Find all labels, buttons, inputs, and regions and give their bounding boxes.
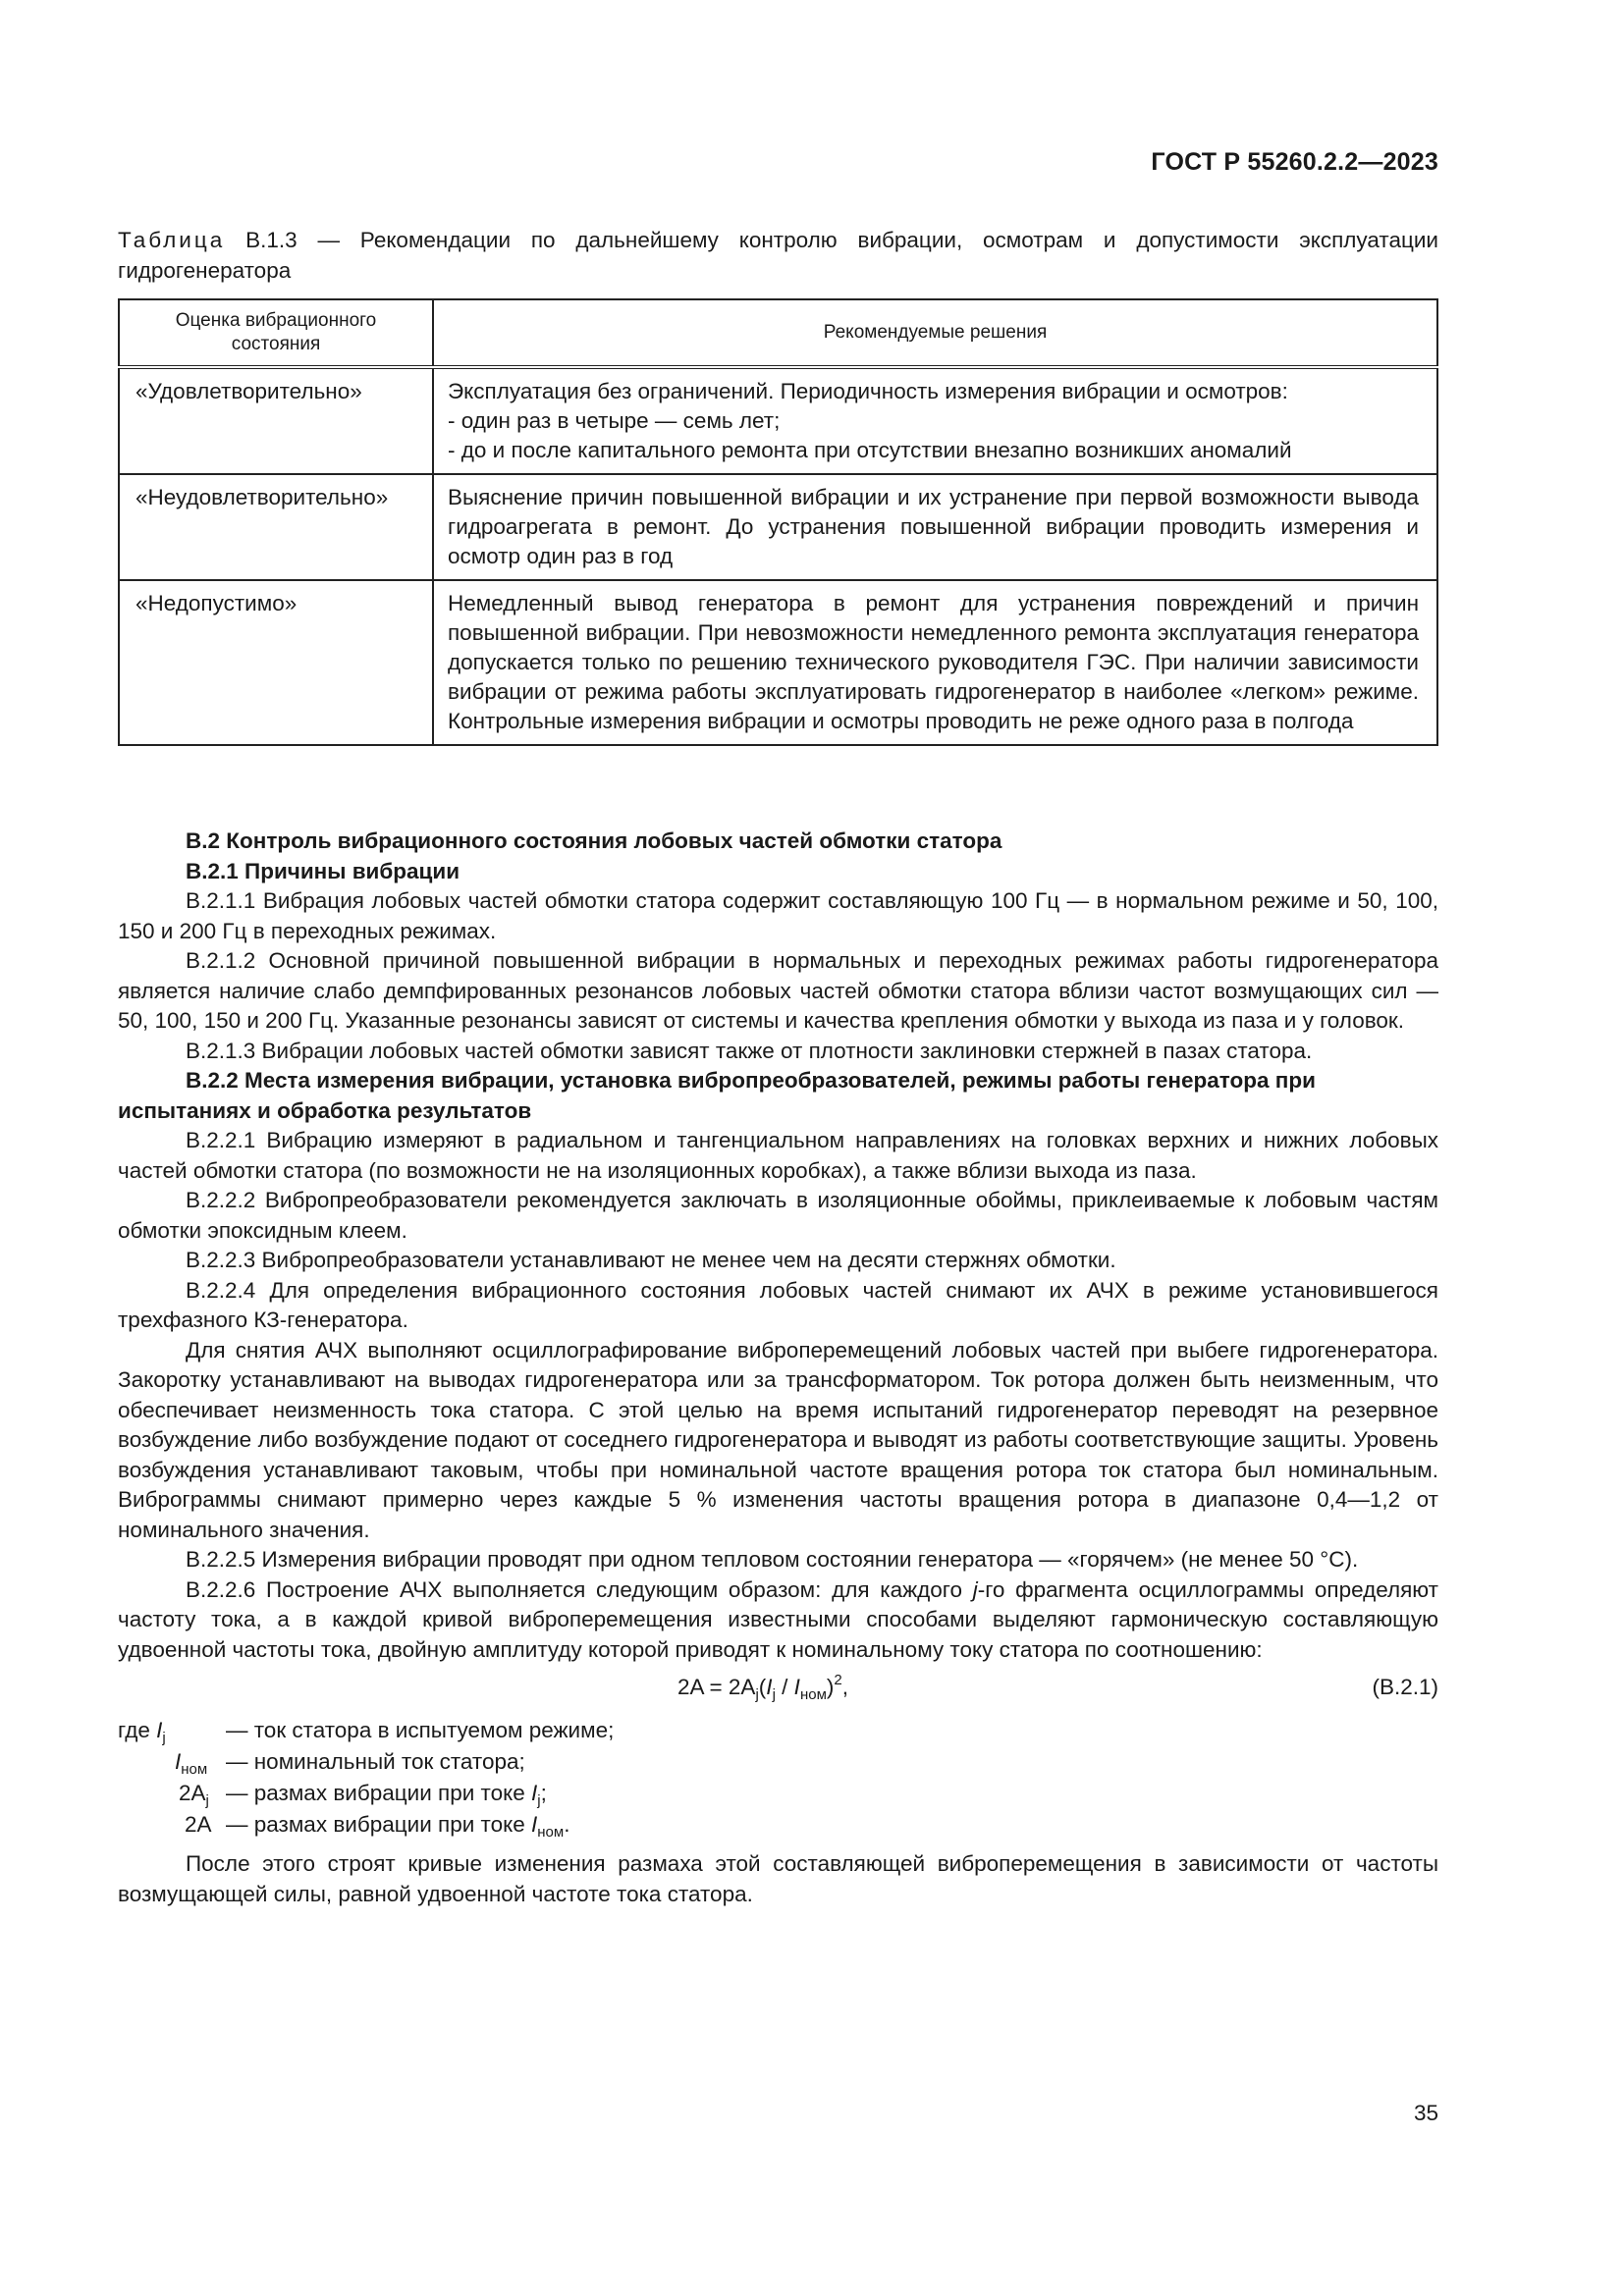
decision-cell: Немедленный вывод генератора в ремонт для устранения повреждений и причин повышенной вибрации. При невозможности немедленного ремонта эксплуатация генератора допускается только по решению технического руководителя ГЭС. При наличии зависимости вибрации от режима работы эксплуатировать гидрогенератор в наиболее «легком» режиме. Контрольные измерения вибрации и осмотры проводить не реже одного раза в полгода bbox=[433, 580, 1437, 745]
decision-cell: Выяснение причин повышенной вибрации и их устранение при первой возможности вывода гидроагрегата в ремонт. До устранения повышенной вибрации проводить измерения и осмотр один раз в год bbox=[433, 474, 1437, 580]
paragraph: В.2.1.1 Вибрация лобовых частей обмотки статора содержит составляющую 100 Гц — в нормальном режиме и 50, 100, 150 и 200 Гц в переходных режимах. bbox=[118, 888, 1438, 943]
formula-number: (В.2.1) bbox=[1372, 1675, 1438, 1699]
table-row bbox=[119, 580, 1437, 745]
definition-term: $I_{ном}$ bbox=[175, 1749, 208, 1778]
subsection-heading: В.2.2 Места измерения вибрации, установка вибропреобразователей, режимы работы генератора при испытаниях и обработка результатов bbox=[118, 1068, 1316, 1123]
decision-line: Эксплуатация без ограничений. Периодичность измерения вибрации и осмотров: bbox=[448, 379, 1288, 403]
paragraph bbox=[118, 1575, 1438, 1666]
paragraph: В.2.2.4 Для определения вибрационного состояния лобовых частей снимают их АЧХ в режиме установившегося трехфазного КЗ-генератора. bbox=[118, 1277, 1438, 1332]
paragraph-text: В.2.2.6 Построение АЧХ выполняется следующим образом: для каждого bbox=[186, 1576, 973, 1602]
paragraph: В.2.1.2 Основной причиной повышенной вибрации в нормальных и переходных режимах работы гидрогенератора является наличие слабо демпфированных резонансов лобовых частей обмотки статора вблизи частот возмущающих сил — 50, 100, 150 и 200 Гц. Указанные резонансы зависят от системы и качества крепления обмотки у выхода из паза и у головок. bbox=[118, 948, 1438, 1033]
subsection-heading: В.2.1 Причины вибрации bbox=[186, 858, 460, 883]
paragraph: В.2.2.1 Вибрацию измеряют в радиальном и тангенциальном направлениях на головках верхних и нижних лобовых частей обмотки статора (по возможности не на изоляционных коробках), а также вблизи выхода из паза. bbox=[118, 1128, 1438, 1183]
definition-text: — номинальный ток статора; bbox=[226, 1749, 525, 1774]
definition-text: — ток статора в испытуемом режиме; bbox=[226, 1718, 615, 1742]
assessment-cell: «Удовлетворительно» bbox=[119, 367, 433, 474]
definition-text: — размах вибрации при токе $I_j$; bbox=[226, 1781, 547, 1809]
column-header-decisions: Рекомендуемые решения bbox=[433, 299, 1437, 367]
paragraph: В.2.2.2 Вибропреобразователи рекомендуется заключать в изоляционные обоймы, приклеиваемые к лобовым частям обмотки эпоксидным клеем. bbox=[118, 1188, 1438, 1243]
table-caption bbox=[118, 226, 1438, 286]
definition-text: — размах вибрации при токе $I_{ном}$. bbox=[226, 1812, 570, 1841]
table-header-row bbox=[119, 299, 1437, 367]
paragraph: Для снятия АЧХ выполняют осциллографирование виброперемещений лобовых частей при выбеге гидрогенератора. Закоротку устанавливают на выводах гидрогенератора или за трансформатором. Ток ротора должен быть неизменным, что обеспечивает неизменность тока статора. С этой целью на время испытаний гидрогенератор переводят на резервное возбуждение либо возбуждение подают от соседнего гидрогенератора и выводят из работы соответствующие защиты. Уровень возбуждения устанавливают таковым, чтобы при номинальной частоте вращения ротора ток статора был номинальным. Виброграммы снимают примерно через каждые 5 % изменения частоты вращения ротора в диапазоне 0,4—1,2 от номинального значения. bbox=[118, 1337, 1438, 1542]
table-caption-label: Таблица bbox=[118, 228, 226, 252]
decision-cell bbox=[433, 367, 1437, 474]
definition-term: 2A bbox=[185, 1812, 212, 1837]
recommendations-table bbox=[118, 298, 1438, 746]
decision-line: - до и после капитального ремонта при отсутствии внезапно возникших аномалий bbox=[448, 438, 1292, 462]
column-header-assessment: Оценка вибрационного состояния bbox=[119, 299, 433, 367]
paragraph: В.2.1.3 Вибрации лобовых частей обмотки зависят также от плотности заклиновки стержней в пазах статора. bbox=[186, 1038, 1313, 1063]
table-caption-text: В.1.3 — Рекомендации по дальнейшему контролю вибрации, осмотрам и допустимости эксплуатации гидрогенератора bbox=[118, 228, 1438, 283]
paragraph-text: -го фрагмента осциллограммы определяют частоту тока, а в каждой кривой виброперемещения известными способами выделяют гармоническую составляющую удвоенной частоты тока, двойную амплитуду которой приводят к номинальному току статора по соотношению: bbox=[118, 1576, 1438, 1662]
paragraph: После этого строят кривые изменения размаха этой составляющей виброперемещения в зависимости от частоты возмущающей силы, равной удвоенной частоте тока статора. bbox=[118, 1851, 1438, 1906]
definitions-list bbox=[118, 1716, 1438, 1842]
table-row bbox=[119, 367, 1437, 474]
paragraph: В.2.2.5 Измерения вибрации проводят при одном тепловом состоянии генератора — «горячем» (не менее 50 °С). bbox=[186, 1547, 1359, 1572]
table-row bbox=[119, 474, 1437, 580]
page-number: 35 bbox=[1413, 2101, 1438, 2125]
index-j: j bbox=[972, 1576, 978, 1602]
formula-row bbox=[118, 1667, 1438, 1710]
document-page bbox=[118, 0, 1438, 2296]
paragraph: В.2.2.3 Вибропреобразователи устанавливают не менее чем на десяти стержнях обмотки. bbox=[186, 1248, 1116, 1272]
assessment-cell: «Недопустимо» bbox=[119, 580, 433, 745]
formula: $2A = 2A_j(I_j / I_{ном})^2$, bbox=[677, 1672, 848, 1703]
definition-term: где $I_j$ bbox=[118, 1718, 166, 1746]
standard-designation: ГОСТ Р 55260.2.2—2023 bbox=[1151, 148, 1438, 176]
decision-line: - один раз в четыре — семь лет; bbox=[448, 408, 781, 433]
definition-term: $2A_j$ bbox=[179, 1781, 209, 1809]
document-body bbox=[118, 827, 1438, 1909]
section-heading: В.2 Контроль вибрационного состояния лобовых частей обмотки статора bbox=[186, 828, 1002, 853]
assessment-cell: «Неудовлетворительно» bbox=[119, 474, 433, 580]
